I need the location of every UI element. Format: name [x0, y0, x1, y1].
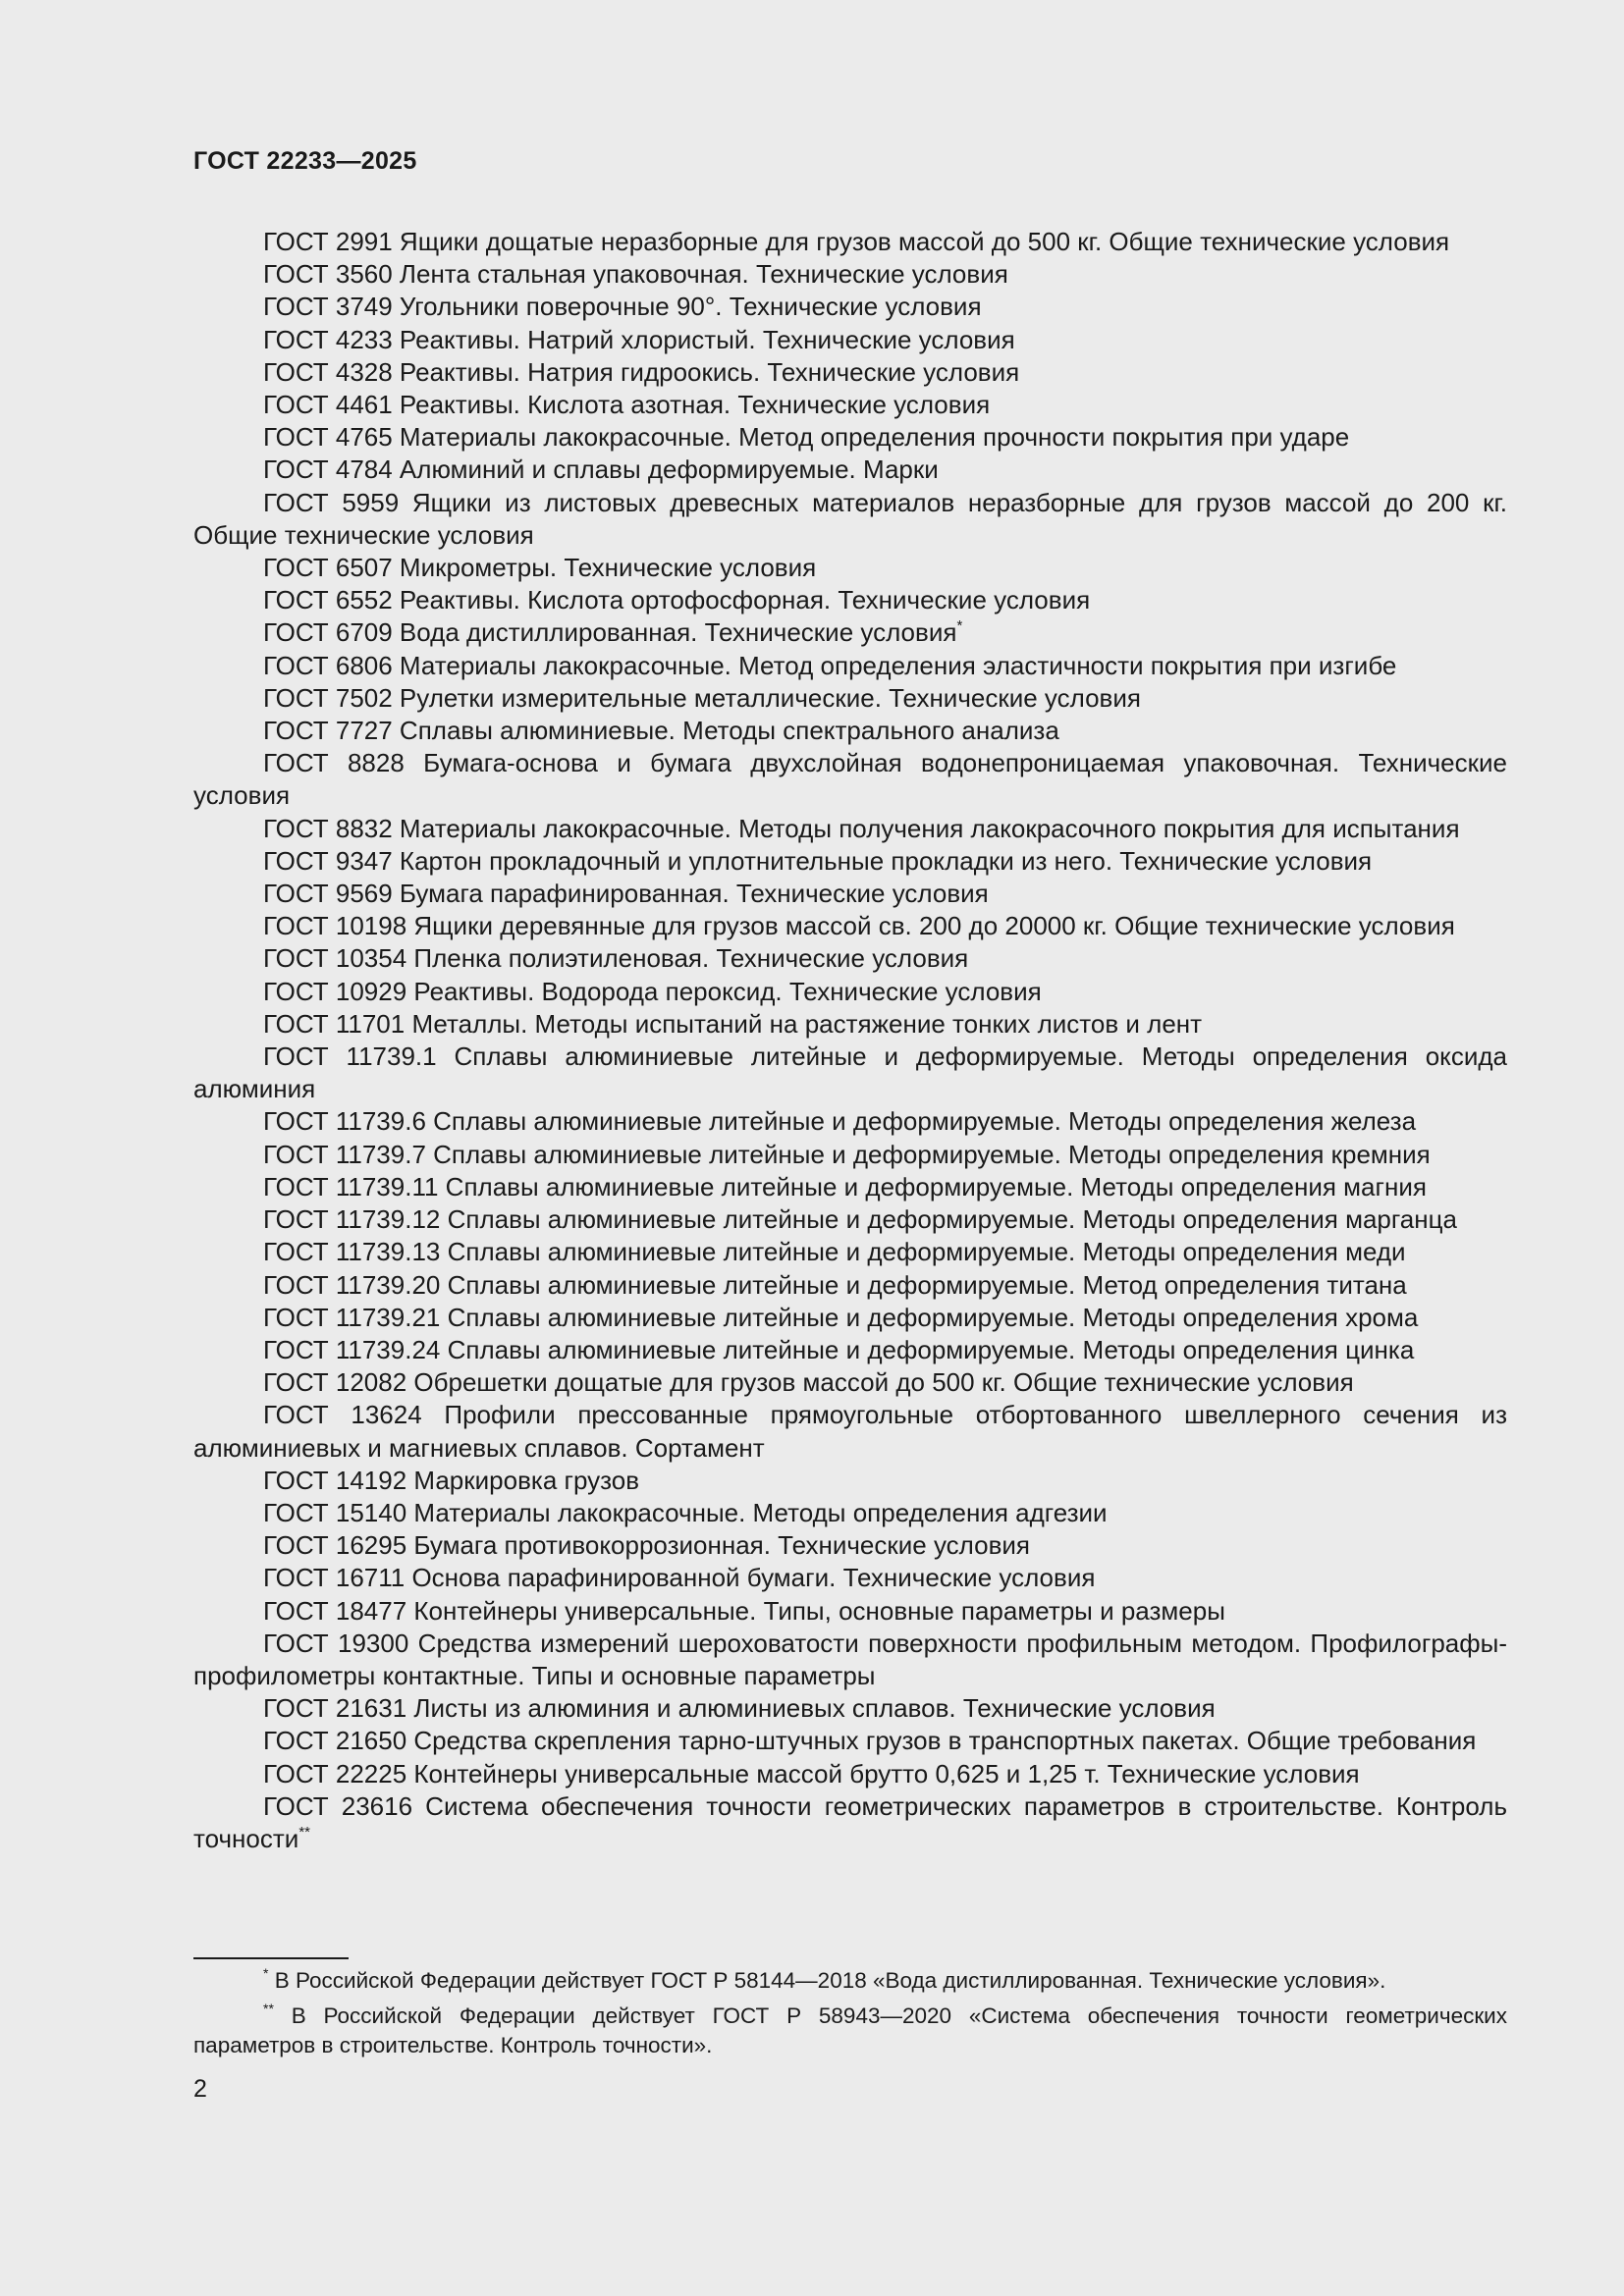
reference-text: ГОСТ 3749 Угольники поверочные 90°. Технические условия	[263, 292, 982, 322]
reference-item	[193, 910, 1507, 942]
reference-text: ГОСТ 11739.20 Сплавы алюминиевые литейные и деформируемые. Метод определения титана	[263, 1269, 1407, 1300]
reference-text: ГОСТ 11739.21 Сплавы алюминиевые литейные и деформируемые. Методы определения хрома	[263, 1302, 1419, 1332]
reference-text: ГОСТ 6507 Микрометры. Технические условия	[263, 553, 817, 583]
reference-text: ГОСТ 5959 Ящики из листовых древесных материалов неразборные для грузов массой до 200 кг. Общие технические условия	[193, 487, 1507, 550]
reference-item	[193, 942, 1507, 975]
reference-text: ГОСТ 4461 Реактивы. Кислота азотная. Технические условия	[263, 390, 991, 420]
reference-text: ГОСТ 16711 Основа парафинированной бумаги. Технические условия	[263, 1563, 1096, 1593]
reference-text: ГОСТ 14192 Маркировка грузов	[263, 1465, 640, 1495]
reference-item	[193, 1366, 1507, 1399]
reference-text: ГОСТ 11739.24 Сплавы алюминиевые литейные и деформируемые. Методы определения цинка	[263, 1334, 1415, 1364]
reference-item	[193, 389, 1507, 421]
reference-item	[193, 1139, 1507, 1171]
reference-item	[193, 291, 1507, 323]
reference-item	[193, 682, 1507, 715]
reference-text: ГОСТ 2991 Ящики дощатые неразборные для грузов массой до 500 кг. Общие технические условия	[263, 227, 1450, 256]
reference-item	[193, 813, 1507, 845]
reference-item	[193, 650, 1507, 682]
reference-item	[193, 454, 1507, 486]
reference-item	[193, 1171, 1507, 1203]
reference-text: ГОСТ 11739.12 Сплавы алюминиевые литейные и деформируемые. Методы определения марганца	[263, 1204, 1457, 1235]
reference-text: ГОСТ 22225 Контейнеры универсальные массой брутто 0,625 и 1,25 т. Технические условия	[263, 1758, 1360, 1789]
reference-text: ГОСТ 8828 Бумага-основа и бумага двухслойная водонепроницаемая упаковочная. Технические условия	[193, 748, 1507, 811]
reference-item	[193, 616, 1507, 649]
reference-item	[193, 421, 1507, 454]
reference-text: ГОСТ 21650 Средства скрепления тарно-штучных грузов в транспортных пакетах. Общие требования	[263, 1726, 1477, 1756]
reference-item	[193, 487, 1507, 552]
reference-text: ГОСТ 9347 Картон прокладочный и уплотнительные прокладки из него. Технические условия	[263, 845, 1373, 876]
reference-text: ГОСТ 6552 Реактивы. Кислота ортофосфорная. Технические условия	[263, 585, 1091, 615]
reference-item	[193, 1302, 1507, 1334]
normative-references-list	[193, 226, 1507, 1855]
reference-item	[193, 1692, 1507, 1725]
footnotes	[193, 1966, 1507, 2066]
page-number: 2	[193, 2075, 207, 2103]
reference-item	[193, 845, 1507, 878]
reference-item	[193, 1562, 1507, 1594]
reference-text: ГОСТ 11739.11 Сплавы алюминиевые литейные и деформируемые. Методы определения магния	[263, 1171, 1427, 1201]
reference-item	[193, 1758, 1507, 1790]
reference-item	[193, 1725, 1507, 1757]
footnote-mark: *	[956, 617, 963, 635]
reference-text: ГОСТ 13624 Профили прессованные прямоугольные отбортованного швеллерного сечения из алюминиевых и магниевых сплавов. Сортамент	[193, 1400, 1507, 1463]
reference-text: ГОСТ 7502 Рулетки измерительные металлические. Технические условия	[263, 682, 1141, 713]
reference-text: ГОСТ 11739.7 Сплавы алюминиевые литейные и деформируемые. Методы определения кремния	[263, 1139, 1431, 1169]
footnote-item	[193, 1966, 1507, 1996]
reference-text: ГОСТ 11739.13 Сплавы алюминиевые литейные и деформируемые. Методы определения меди	[263, 1237, 1406, 1267]
reference-text: ГОСТ 19300 Средства измерений шероховатости поверхности профильным методом. Профилографы-профилометры контактные. Типы и основные параметры	[193, 1628, 1507, 1690]
reference-text: ГОСТ 12082 Обрешетки дощатые для грузов массой до 500 кг. Общие технические условия	[263, 1367, 1354, 1398]
reference-item	[193, 584, 1507, 616]
footnote-item	[193, 2002, 1507, 2060]
reference-item	[193, 1269, 1507, 1302]
reference-text: ГОСТ 4233 Реактивы. Натрий хлористый. Технические условия	[263, 324, 1015, 354]
footnote-mark: **	[263, 2001, 274, 2016]
reference-item	[193, 1529, 1507, 1562]
reference-text: ГОСТ 8832 Материалы лакокрасочные. Методы получения лакокрасочного покрытия для испытания	[263, 813, 1460, 843]
reference-item	[193, 552, 1507, 584]
footnote-text: В Российской Федерации действует ГОСТ Р 58144—2018 «Вода дистиллированная. Технические условия».	[274, 1968, 1386, 1993]
reference-text: ГОСТ 6806 Материалы лакокрасочные. Метод определения эластичности покрытия при изгибе	[263, 650, 1397, 680]
reference-text: ГОСТ 10198 Ящики деревянные для грузов массой св. 200 до 20000 кг. Общие технические условия	[263, 911, 1455, 941]
reference-item	[193, 1465, 1507, 1497]
reference-text: ГОСТ 18477 Контейнеры универсальные. Типы, основные параметры и размеры	[263, 1595, 1225, 1626]
reference-text: ГОСТ 23616 Система обеспечения точности геометрических параметров в строительстве. Контроль точности	[193, 1790, 1507, 1853]
reference-item	[193, 1334, 1507, 1366]
reference-text: ГОСТ 4328 Реактивы. Натрия гидроокись. Технические условия	[263, 356, 1020, 387]
reference-text: ГОСТ 4784 Алюминий и сплавы деформируемые. Марки	[263, 454, 939, 485]
reference-text: ГОСТ 11701 Металлы. Методы испытаний на растяжение тонких листов и лент	[263, 1008, 1203, 1039]
reference-text: ГОСТ 9569 Бумага парафинированная. Технические условия	[263, 879, 989, 909]
reference-item	[193, 715, 1507, 747]
reference-item	[193, 1203, 1507, 1236]
reference-text: ГОСТ 4765 Материалы лакокрасочные. Метод определения прочности покрытия при ударе	[263, 422, 1350, 453]
reference-item	[193, 226, 1507, 258]
reference-item	[193, 1497, 1507, 1529]
footnote-mark: **	[298, 1823, 310, 1841]
reference-text: ГОСТ 15140 Материалы лакокрасочные. Методы определения адгезии	[263, 1497, 1108, 1527]
reference-item	[193, 324, 1507, 356]
reference-text: ГОСТ 16295 Бумага противокоррозионная. Технические условия	[263, 1530, 1031, 1561]
reference-text: ГОСТ 10929 Реактивы. Водорода пероксид. Технические условия	[263, 976, 1042, 1006]
reference-item	[193, 1399, 1507, 1464]
footnote-mark: *	[263, 1965, 269, 1981]
reference-text: ГОСТ 6709 Вода дистиллированная. Технические условия	[263, 617, 957, 648]
page-header: ГОСТ 22233—2025	[193, 147, 417, 175]
reference-item	[193, 1790, 1507, 1855]
reference-item	[193, 258, 1507, 291]
reference-text: ГОСТ 11739.1 Сплавы алюминиевые литейные и деформируемые. Методы определения оксида алюминия	[193, 1041, 1507, 1104]
reference-item	[193, 1041, 1507, 1105]
reference-text: ГОСТ 10354 Пленка полиэтиленовая. Технические условия	[263, 943, 969, 974]
reference-item	[193, 1236, 1507, 1268]
reference-item	[193, 1008, 1507, 1041]
reference-item	[193, 878, 1507, 910]
reference-item	[193, 1105, 1507, 1138]
reference-text: ГОСТ 11739.6 Сплавы алюминиевые литейные и деформируемые. Методы определения железа	[263, 1106, 1417, 1137]
reference-item	[193, 356, 1507, 389]
reference-text: ГОСТ 3560 Лента стальная упаковочная. Технические условия	[263, 259, 1008, 290]
reference-item	[193, 976, 1507, 1008]
footnote-text: В Российской Федерации действует ГОСТ Р 58943—2020 «Система обеспечения точности геометрических параметров в строительстве. Контроль точности».	[193, 2003, 1507, 2057]
reference-text: ГОСТ 7727 Сплавы алюминиевые. Методы спектрального анализа	[263, 716, 1059, 746]
reference-item	[193, 1595, 1507, 1628]
reference-text: ГОСТ 21631 Листы из алюминия и алюминиевых сплавов. Технические условия	[263, 1693, 1216, 1724]
footnote-separator	[193, 1957, 349, 1959]
reference-item	[193, 747, 1507, 812]
reference-item	[193, 1628, 1507, 1692]
